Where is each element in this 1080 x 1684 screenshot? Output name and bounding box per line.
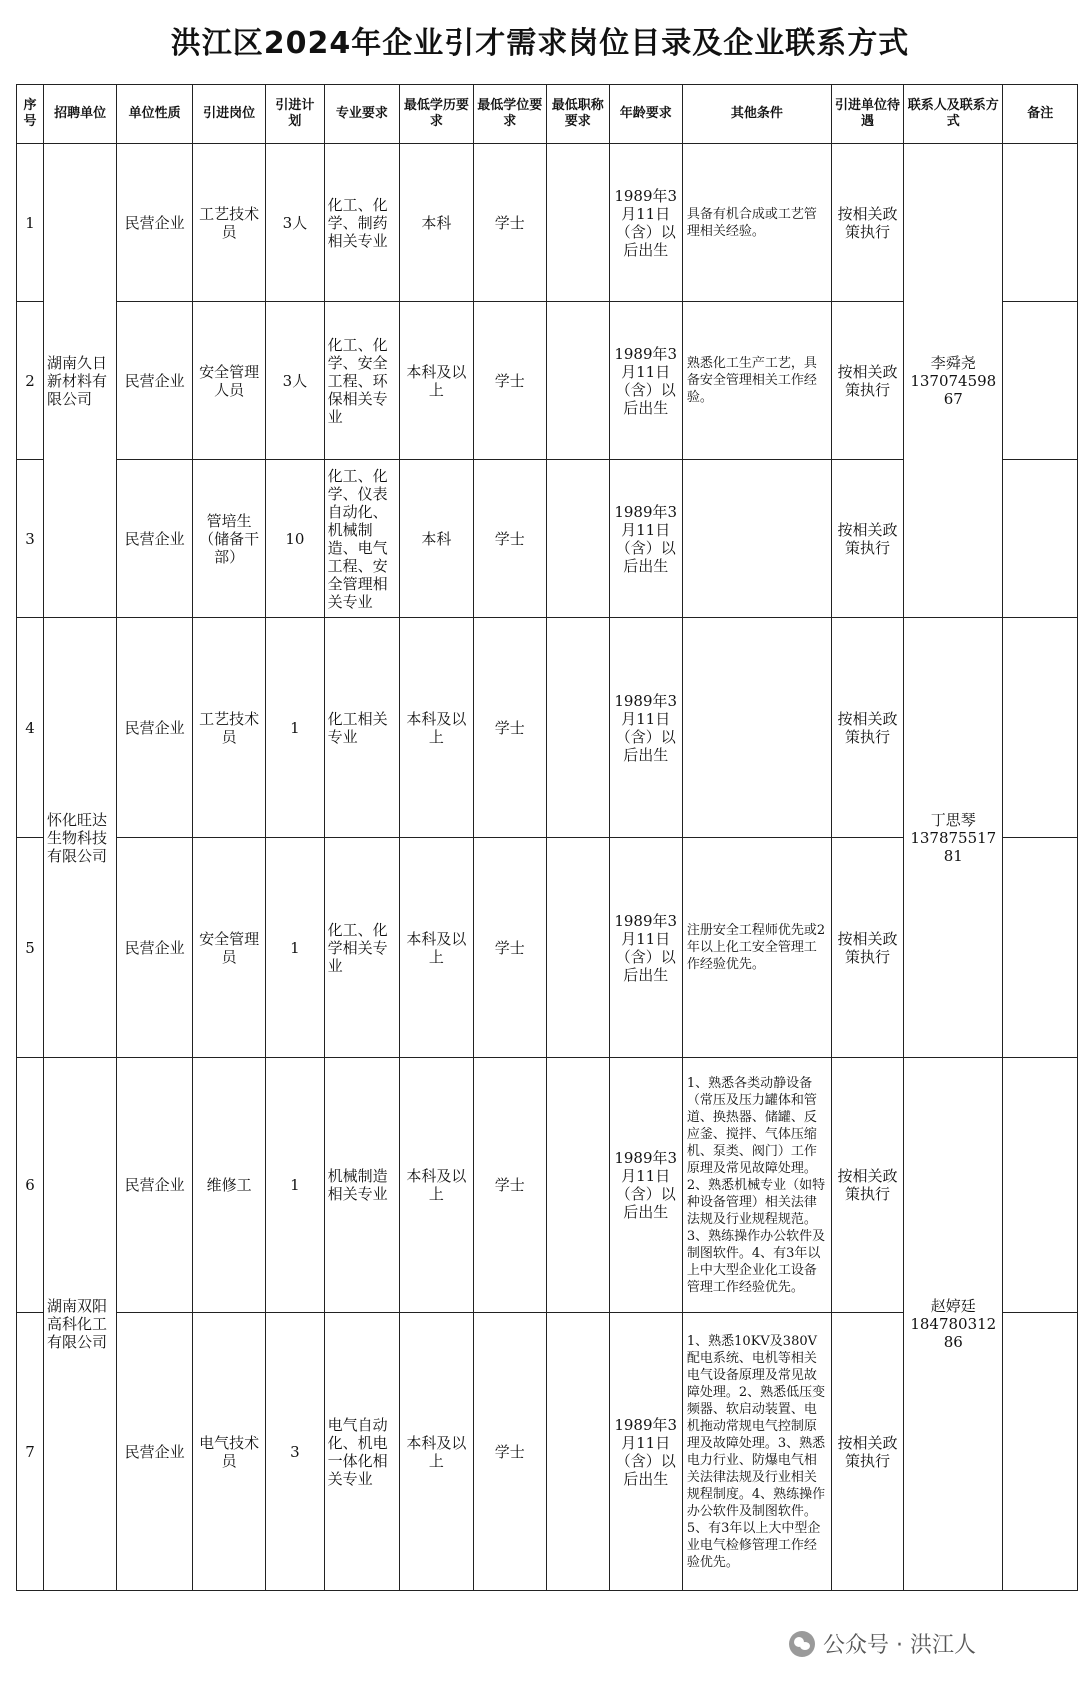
table-row (17, 618, 1078, 838)
note (1003, 460, 1078, 618)
company-nature: 民营企业 (117, 618, 193, 838)
treatment: 按相关政策执行 (831, 838, 903, 1058)
education-requirement: 本科及以上 (400, 1058, 473, 1313)
age-requirement: 1989年3月11日（含）以后出生 (609, 144, 682, 302)
title-requirement (546, 618, 609, 838)
treatment: 按相关政策执行 (831, 618, 903, 838)
header-cell: 备注 (1003, 85, 1078, 144)
note (1003, 618, 1078, 838)
major-requirement: 机械制造相关专业 (324, 1058, 400, 1313)
degree-requirement: 学士 (473, 144, 546, 302)
contact-info: 丁思琴 13787551781 (904, 618, 1003, 1058)
degree-requirement: 学士 (473, 838, 546, 1058)
note (1003, 1313, 1078, 1591)
company-nature: 民营企业 (117, 1313, 193, 1591)
post-name: 安全管理人员 (192, 302, 265, 460)
age-requirement: 1989年3月11日（含）以后出生 (609, 1058, 682, 1313)
contact-info: 赵婷廷 18478031286 (904, 1058, 1003, 1591)
header-cell: 最低学历要求 (400, 85, 473, 144)
degree-requirement: 学士 (473, 302, 546, 460)
watermark-text: 公众号 · 洪江人 (823, 1633, 976, 1658)
header-cell: 引进岗位 (192, 85, 265, 144)
plan-count: 1 (266, 1058, 324, 1313)
degree-requirement: 学士 (473, 1313, 546, 1591)
title-requirement (546, 1058, 609, 1313)
degree-requirement: 学士 (473, 1058, 546, 1313)
education-requirement: 本科及以上 (400, 618, 473, 838)
other-conditions (682, 618, 831, 838)
other-conditions: 1、熟悉各类动静设备（常压及压力罐体和管道、换热器、储罐、反应釜、搅拌、气体压缩机、泵类、阀门）工作原理及常见故障处理。2、熟悉机械专业（如特种设备管理）相关法律法规及行业规程规范。3、熟练操作办公软件及制图软件。4、有3年以上中大型企业化工设备管理工作经验优先。 (682, 1058, 831, 1313)
age-requirement: 1989年3月11日（含）以后出生 (609, 838, 682, 1058)
row-number: 2 (17, 302, 44, 460)
wechat-icon (789, 1631, 815, 1657)
title-requirement (546, 1313, 609, 1591)
row-number: 7 (17, 1313, 44, 1591)
row-number: 6 (17, 1058, 44, 1313)
row-number: 4 (17, 618, 44, 838)
header-cell: 专业要求 (324, 85, 400, 144)
major-requirement: 化工、化学、仪表自动化、机械制造、电气工程、安全管理相关专业 (324, 460, 400, 618)
other-conditions (682, 460, 831, 618)
education-requirement: 本科 (400, 460, 473, 618)
education-requirement: 本科及以上 (400, 838, 473, 1058)
header-cell: 年龄要求 (609, 85, 682, 144)
treatment: 按相关政策执行 (831, 302, 903, 460)
title-requirement (546, 302, 609, 460)
major-requirement: 电气自动化、机电一体化相关专业 (324, 1313, 400, 1591)
page-title: 洪江区2024年企业引才需求岗位目录及企业联系方式 (170, 26, 910, 61)
header-cell: 最低学位要求 (473, 85, 546, 144)
post-name: 电气技术员 (192, 1313, 265, 1591)
note (1003, 1058, 1078, 1313)
row-number: 1 (17, 144, 44, 302)
table-row (17, 144, 1078, 302)
company-nature: 民营企业 (117, 460, 193, 618)
education-requirement: 本科及以上 (400, 1313, 473, 1591)
title-requirement (546, 838, 609, 1058)
watermark (789, 1628, 976, 1659)
plan-count: 3人 (266, 302, 324, 460)
age-requirement: 1989年3月11日（含）以后出生 (609, 1313, 682, 1591)
header-cell: 引进单位待遇 (831, 85, 903, 144)
company-nature: 民营企业 (117, 1058, 193, 1313)
table-row (17, 1058, 1078, 1313)
table-header-row (17, 85, 1078, 144)
other-conditions: 具备有机合成或工艺管理相关经验。 (682, 144, 831, 302)
header-cell: 联系人及联系方式 (904, 85, 1003, 144)
treatment: 按相关政策执行 (831, 460, 903, 618)
treatment: 按相关政策执行 (831, 144, 903, 302)
note (1003, 302, 1078, 460)
recruitment-table (16, 84, 1078, 1591)
degree-requirement: 学士 (473, 460, 546, 618)
title-requirement (546, 460, 609, 618)
company-name: 怀化旺达生物科技有限公司 (43, 618, 116, 1058)
plan-count: 1 (266, 838, 324, 1058)
plan-count: 3 (266, 1313, 324, 1591)
treatment: 按相关政策执行 (831, 1058, 903, 1313)
company-nature: 民营企业 (117, 302, 193, 460)
post-name: 工艺技术员 (192, 618, 265, 838)
education-requirement: 本科 (400, 144, 473, 302)
company-name: 湖南久日新材料有限公司 (43, 144, 116, 618)
contact-info: 李舜尧 13707459867 (904, 144, 1003, 618)
plan-count: 10 (266, 460, 324, 618)
header-cell: 引进计划 (266, 85, 324, 144)
age-requirement: 1989年3月11日（含）以后出生 (609, 302, 682, 460)
company-name: 湖南双阳高科化工有限公司 (43, 1058, 116, 1591)
treatment: 按相关政策执行 (831, 1313, 903, 1591)
row-number: 3 (17, 460, 44, 618)
header-cell: 其他条件 (682, 85, 831, 144)
education-requirement: 本科及以上 (400, 302, 473, 460)
other-conditions: 熟悉化工生产工艺，具备安全管理相关工作经验。 (682, 302, 831, 460)
major-requirement: 化工、化学、制药相关专业 (324, 144, 400, 302)
header-cell: 序号 (17, 85, 44, 144)
note (1003, 144, 1078, 302)
header-cell: 招聘单位 (43, 85, 116, 144)
plan-count: 1 (266, 618, 324, 838)
plan-count: 3人 (266, 144, 324, 302)
degree-requirement: 学士 (473, 618, 546, 838)
major-requirement: 化工、化学相关专业 (324, 838, 400, 1058)
other-conditions: 1、熟悉10KV及380V配电系统、电机等相关电气设备原理及常见故障处理。2、熟悉低压变频器、软启动装置、电机拖动常规电气控制原理及故障处理。3、熟悉电力行业、防爆电气相关法律法规及行业相关规程制度。4、熟练操作办公软件及制图软件。5、有3年以上大中型企业电气检修管理工作经验优先。 (682, 1313, 831, 1591)
company-nature: 民营企业 (117, 144, 193, 302)
age-requirement: 1989年3月11日（含）以后出生 (609, 618, 682, 838)
other-conditions: 注册安全工程师优先或2年以上化工安全管理工作经验优先。 (682, 838, 831, 1058)
header-cell: 最低职称要求 (546, 85, 609, 144)
post-name: 安全管理员 (192, 838, 265, 1058)
note (1003, 838, 1078, 1058)
major-requirement: 化工相关专业 (324, 618, 400, 838)
company-nature: 民营企业 (117, 838, 193, 1058)
age-requirement: 1989年3月11日（含）以后出生 (609, 460, 682, 618)
post-name: 管培生（储备干部） (192, 460, 265, 618)
row-number: 5 (17, 838, 44, 1058)
header-cell: 单位性质 (117, 85, 193, 144)
major-requirement: 化工、化学、安全工程、环保相关专业 (324, 302, 400, 460)
post-name: 维修工 (192, 1058, 265, 1313)
title-requirement (546, 144, 609, 302)
post-name: 工艺技术员 (192, 144, 265, 302)
